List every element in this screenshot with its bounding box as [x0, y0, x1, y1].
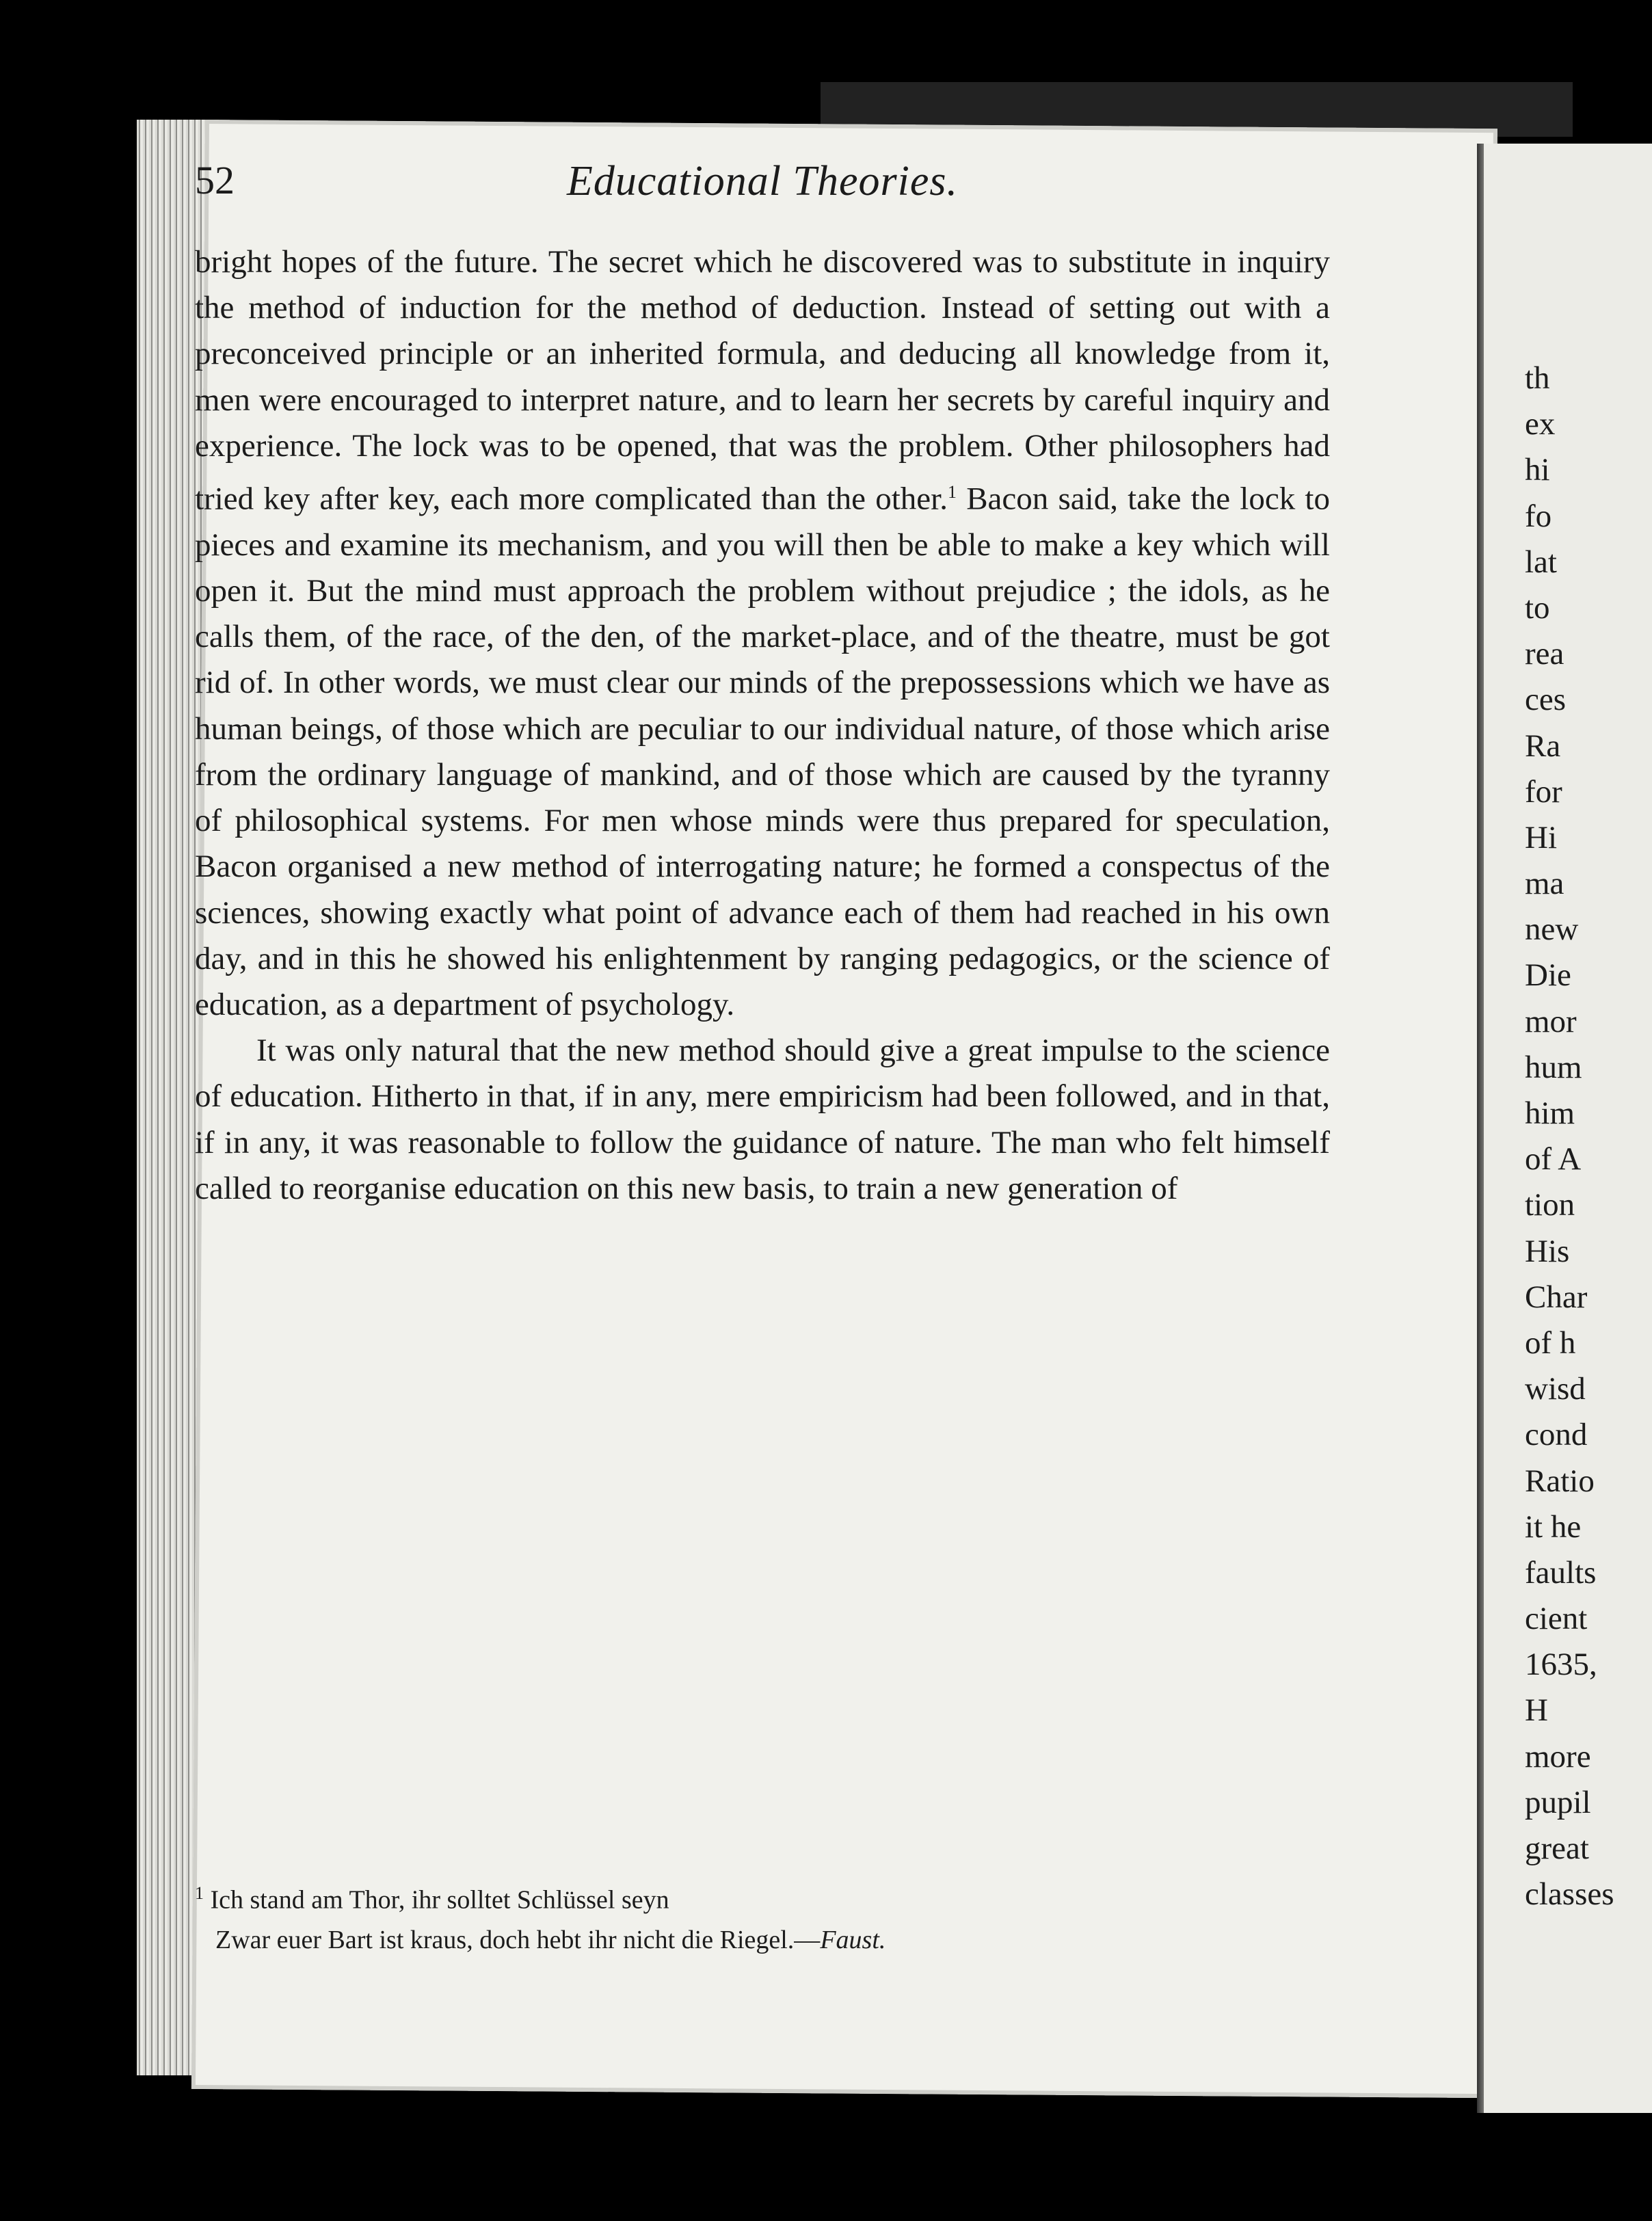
facing-page-fragment: him: [1525, 1095, 1575, 1131]
facing-page-fragment: ma: [1525, 866, 1564, 902]
facing-page-fragment: for: [1525, 773, 1562, 810]
facing-page-fragment: th: [1525, 360, 1550, 396]
facing-page-fragment: wisd: [1525, 1371, 1586, 1407]
footnote-line-1-text: Ich stand am Thor, ihr solltet Schlüssel seyn: [210, 1885, 669, 1915]
facing-page-fragment: ex: [1525, 406, 1556, 442]
facing-page-fragment: tion: [1525, 1187, 1575, 1223]
page-header: [195, 157, 1330, 239]
facing-page-fragment: more: [1525, 1738, 1591, 1774]
facing-page-fragment: of h: [1525, 1325, 1576, 1361]
facing-page-fragment: H: [1525, 1692, 1548, 1729]
facing-page-text: [1525, 356, 1652, 1917]
facing-page-fragment: rea: [1525, 636, 1564, 672]
paragraph-2: It was only natural that the new method should give a great impulse to the science of education. Hitherto in that, if in any, mere empiricism had been followed, and in that, if in any, it was reasonable to follow the guidance of nature. The man who felt himself called to reorganise education on this new basis, to train a new generation of: [195, 1033, 1330, 1206]
facing-page-fragment: fo: [1525, 498, 1552, 534]
footnote-source: Faust.: [820, 1925, 886, 1954]
facing-page-fragment: hi: [1525, 452, 1550, 488]
paragraph-1-text: bright hopes of the future. The secret which he discovered was to substitute in inquiry the method of induction for the method of deduction. Instead of setting out with a preconceived principle or an inherited formula, and deducing all knowledge from it, men were encouraged to interpret nature, and to learn her secrets by careful inquiry and experience. The lock was to be opened, that was the problem. Other philosophers had tried key after key, each more complicated than the other.: [195, 244, 1330, 517]
facing-page-fragment: lat: [1525, 544, 1557, 580]
facing-page-fragment: it he: [1525, 1508, 1582, 1545]
facing-page-fragment: mor: [1525, 1003, 1577, 1039]
body-text: [195, 239, 1330, 1212]
facing-page-fragment: faults: [1525, 1554, 1597, 1591]
running-title: Educational Theories.: [566, 158, 959, 204]
page-number: 52: [195, 158, 235, 202]
facing-page-fragment: Char: [1525, 1279, 1588, 1315]
facing-page-fragment: hum: [1525, 1049, 1582, 1085]
facing-page-fragment: Ratio: [1525, 1463, 1595, 1499]
facing-page-fragment: new: [1525, 912, 1579, 948]
facing-page-fragment: classes: [1525, 1876, 1614, 1913]
paragraph-1: [195, 239, 1330, 1028]
facing-page-fragment: His: [1525, 1233, 1570, 1269]
paragraph-1-continued: Bacon said, take the lock to pieces and examine its mechanism, and you will then be able to make a key which will open it. But the mind must approach the problem without prejudice ; the idols, as he calls them, of the race, of the den, of the market-place, and of the theatre, must be got rid of. In other words, we must clear our minds of the prepossessions which we have as human beings, of those which are peculiar to our individual nature, of those which arise from the ordinary language of mankind, and of those which are caused by the tyranny of philosophical systems. For men whose minds were thus prepared for speculation, Bacon organised a new method of interrogating nature; he formed a conspectus of the sciences, showing exactly what point of advance each of them had reached in his own day, and in this he showed his enlightenment by ranging pedagogics, or the science of education, as a department of psychology.: [195, 481, 1330, 1022]
footnote-line-2-text: Zwar euer Bart ist kraus, doch hebt ihr nicht die Riegel.—: [215, 1925, 821, 1954]
footnote: [195, 1874, 1357, 1960]
facing-page-fragment: cient: [1525, 1601, 1588, 1637]
facing-page-fragment: Die: [1525, 957, 1571, 994]
facing-page-fragment: to: [1525, 589, 1550, 626]
facing-page-fragment: cond: [1525, 1417, 1588, 1453]
footnote-reference: 1: [947, 482, 957, 503]
facing-page-fragment: ces: [1525, 682, 1567, 718]
footnote-line-2: [195, 1920, 1357, 1960]
facing-page-fragment: Hi: [1525, 819, 1557, 855]
facing-page-fragment: 1635,: [1525, 1647, 1597, 1683]
facing-page-fragment: pupil: [1525, 1784, 1591, 1820]
facing-page-fragment: Ra: [1525, 728, 1561, 764]
facing-page-fragment: great: [1525, 1831, 1589, 1866]
footnote-line-1: [195, 1874, 1357, 1920]
facing-page-fragment: of A: [1525, 1141, 1582, 1178]
footnote-marker: 1: [195, 1883, 204, 1903]
